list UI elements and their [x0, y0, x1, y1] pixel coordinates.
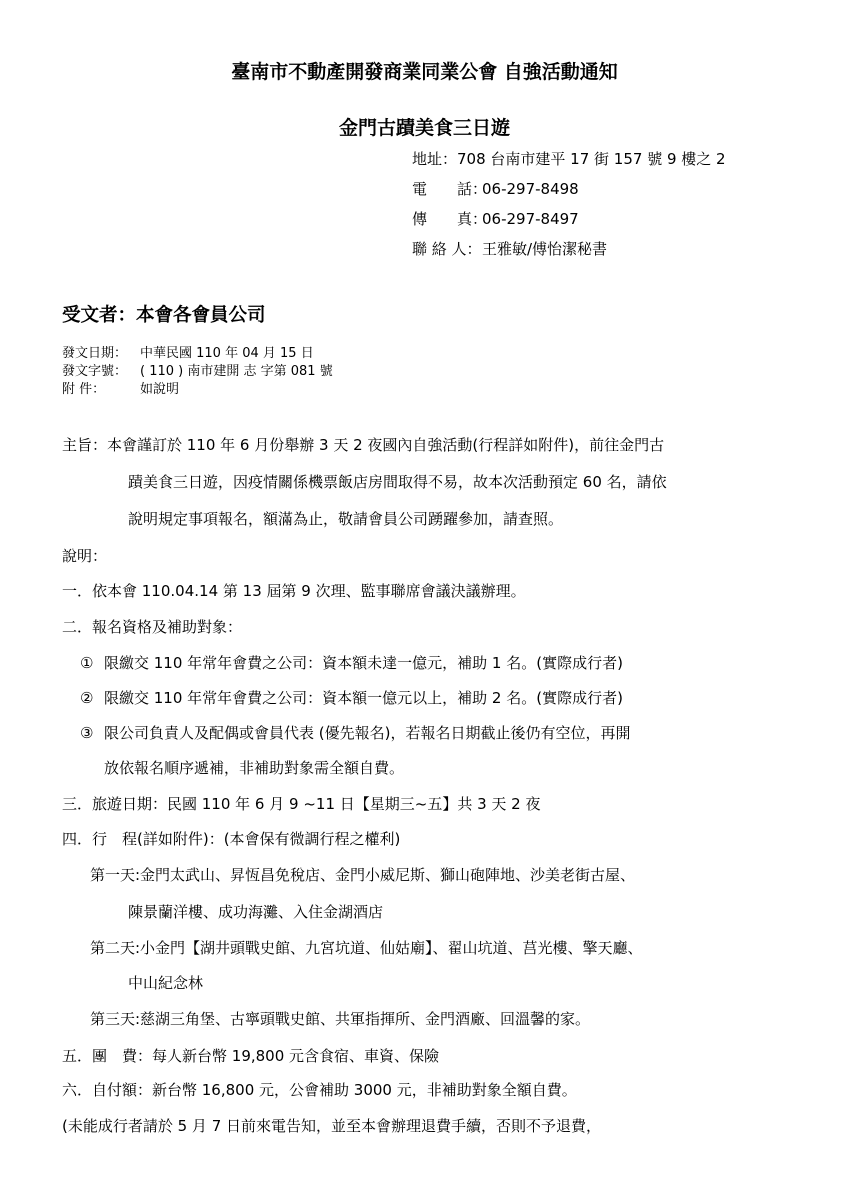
address-value: 708 台南市建平 17 街 157 號 9 樓之 2 — [457, 150, 726, 168]
contact-address — [412, 148, 726, 169]
issue-date-label: 發文日期： — [62, 346, 128, 361]
recipient: 受文者：本會各會員公司 — [62, 305, 266, 326]
attachment — [62, 381, 179, 398]
notice-title: 臺南市不動產開發商業同業公會 自強活動通知 — [231, 61, 618, 83]
attachment-label: 附 件： — [62, 382, 106, 397]
issue-date-value: 中華民國 110 年 04 月 15 日 — [140, 346, 314, 361]
fax-label: 傳 真： — [412, 210, 488, 228]
person-label: 聯 絡 人： — [412, 240, 482, 258]
circled-number-1: ① — [80, 654, 94, 672]
eligibility-text-2: 限繳交 110 年常年會費之公司：資本額一億元以上，補助 2 名。(實際成行者) — [104, 689, 623, 707]
address-label: 地址： — [412, 150, 458, 168]
eligibility-item-1 — [80, 652, 623, 673]
explanation-item-5: 五．團 費：每人新台幣 19,800 元含食宿、車資、保險 — [62, 1047, 440, 1065]
eligibility-item-3-cont: 放依報名順序遞補，非補助對象需全額自費。 — [104, 759, 405, 777]
eligibility-item-3 — [80, 722, 630, 743]
explanation-item-4: 四．行 程(詳如附件)：(本會保有微調行程之權利) — [62, 830, 401, 848]
eligibility-text-3: 限公司負責人及配偶或會員代表 (優先報名)，若報名日期截止後仍有空位，再開 — [104, 724, 631, 742]
explanation-item-2: 二．報名資格及補助對象： — [62, 618, 243, 636]
reference-label: 發文字號： — [62, 364, 128, 379]
itinerary-day-3: 第三天:慈湖三角堡、古寧頭戰史館、共軍指揮所、金門酒廠、回溫馨的家。 — [90, 1010, 591, 1028]
trip-subtitle: 金門古蹟美食三日遊 — [338, 117, 510, 139]
eligibility-item-2 — [80, 687, 623, 708]
circled-number-2: ② — [80, 689, 94, 707]
person-value: 王雅敏/傅怡潔秘書 — [482, 240, 608, 258]
issue-date — [62, 345, 314, 362]
explanation-item-1: 一．依本會 110.04.14 第 13 屆第 9 次理、監事聯席會議決議辦理。 — [62, 582, 526, 600]
contact-fax — [412, 208, 579, 229]
itinerary-day-1: 第一天:金門太武山、昇恆昌免稅店、金門小威尼斯、獅山砲陣地、沙美老街古屋、 — [90, 866, 636, 884]
subject-line-2: 蹟美食三日遊，因疫情關係機票飯店房間取得不易，故本次活動預定 60 名，請依 — [128, 473, 667, 491]
explanation-item-6: 六．自付額：新台幣 16,800 元，公會補助 3000 元，非補助對象全額自費。 — [62, 1081, 577, 1099]
refund-note: (未能成行者請於 5 月 7 日前來電告知，並至本會辦理退費手續，否則不予退費， — [62, 1117, 602, 1135]
itinerary-day-2-cont: 中山紀念林 — [128, 974, 204, 992]
eligibility-text-1: 限繳交 110 年常年會費之公司：資本額未達一億元，補助 1 名。(實際成行者) — [104, 654, 623, 672]
reference-number — [62, 363, 333, 380]
explanation-heading: 說明： — [62, 547, 108, 565]
subject-line-1: 主旨：本會謹訂於 110 年 6 月份舉辦 3 天 2 夜國內自強活動(行程詳如附件)，前往金門古 — [62, 436, 665, 454]
subject-line-3: 說明規定事項報名，額滿為止，敬請會員公司踴躍參加，請查照。 — [128, 510, 564, 528]
fax-value: 06-297-8497 — [482, 210, 579, 228]
contact-person — [412, 238, 607, 259]
itinerary-day-1-cont: 陳景蘭洋樓、成功海灘、入住金湖酒店 — [128, 903, 384, 921]
attachment-value: 如說明 — [140, 382, 180, 397]
contact-phone — [412, 178, 579, 199]
reference-value: ( 110 ) 南市建開 志 字第 081 號 — [140, 364, 333, 379]
phone-value: 06-297-8498 — [482, 180, 579, 198]
itinerary-day-2: 第二天:小金門【湖井頭戰史館、九宮坑道、仙姑廟】、翟山坑道、莒光樓、擎天廳、 — [90, 939, 643, 957]
explanation-item-3: 三．旅遊日期：民國 110 年 6 月 9 ~11 日【星期三~五】共 3 天 2 夜 — [62, 795, 541, 813]
circled-number-3: ③ — [80, 724, 94, 742]
phone-label: 電 話： — [412, 180, 488, 198]
